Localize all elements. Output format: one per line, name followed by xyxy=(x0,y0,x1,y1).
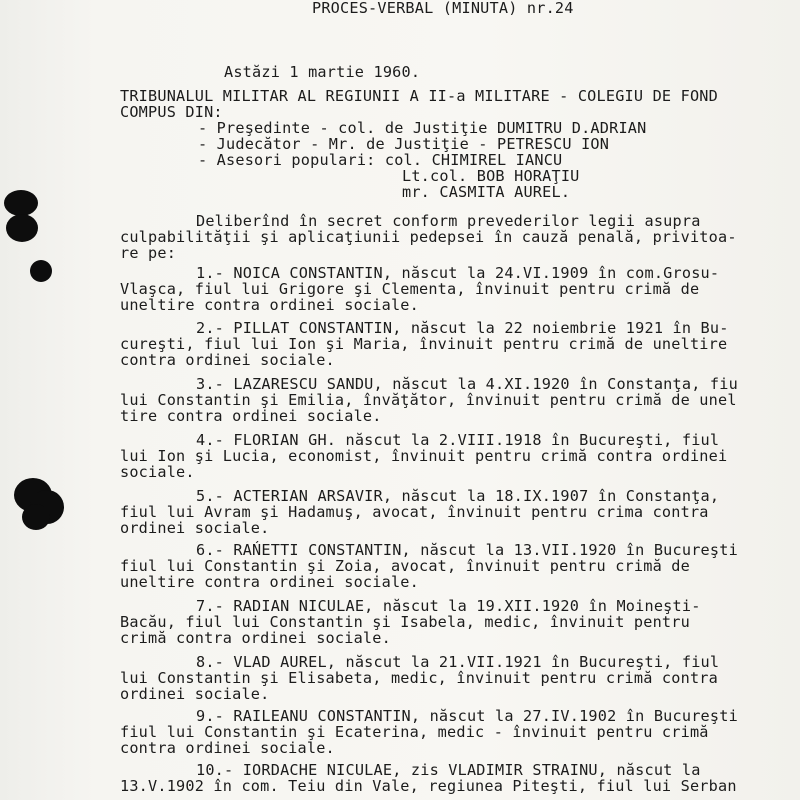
defendant-entry: uneltire contra ordinei sociale. xyxy=(120,573,419,591)
defendant-entry: uneltire contra ordinei sociale. xyxy=(120,296,419,314)
member-judge: - Judecător - Mr. de Justiţie - PETRESCU ION xyxy=(198,135,610,153)
date-line: Astăzi 1 martie 1960. xyxy=(224,63,421,81)
defendant-entry: 4.- FLORIAN GH. născut la 2.VIII.1918 în Bucureşti, fiul xyxy=(196,431,720,449)
defendant-entry: lui Constantin şi Elisabeta, medic, învinuit pentru crimă contra xyxy=(120,669,718,687)
defendant-entry: fiul lui Constantin şi Ecaterina, medic - învinuit pentru crimă xyxy=(120,723,709,741)
deliberation-line: culpabilităţii şi aplicaţiunii pedepsei în cauză penală, privitoa- xyxy=(120,228,737,246)
member-assessor: - Asesori populari: col. CHIMIREL IANCU xyxy=(198,151,563,169)
defendant-entry: ordinei sociale. xyxy=(120,519,270,537)
document-title: PROCES-VERBAL (MINUTA) nr.24 xyxy=(312,0,574,17)
defendant-entry: tire contra ordinei sociale. xyxy=(120,407,382,425)
binder-hole xyxy=(6,214,38,242)
defendant-entry: sociale. xyxy=(120,463,195,481)
defendant-entry: cureşti, fiul lui Ion şi Maria, învinuit pentru crimă de uneltire xyxy=(120,335,728,353)
defendant-entry: Bacău, fiul lui Constantin şi Isabela, medic, învinuit pentru xyxy=(120,613,690,631)
defendant-entry: 8.- VLAD AUREL, născut la 21.VII.1921 în Bucureşti, fiul xyxy=(196,653,720,671)
defendant-entry: fiul lui Avram şi Hadamuş, avocat, învinuit pentru crima contra xyxy=(120,503,709,521)
defendant-entry: 7.- RADIAN NICULAE, născut la 19.XII.1920 în Moineşti- xyxy=(196,597,701,615)
defendant-entry: contra ordinei sociale. xyxy=(120,739,335,757)
defendant-entry: lui Constantin şi Emilia, învăţător, învinuit pentru crimă de unel xyxy=(120,391,737,409)
binder-hole xyxy=(30,260,52,282)
court-name: TRIBUNALUL MILITAR AL REGIUNII A II-a MILITARE - COLEGIU DE FOND xyxy=(120,87,718,105)
deliberation-line: re pe: xyxy=(120,244,177,262)
defendant-entry: contra ordinei sociale. xyxy=(120,351,335,369)
defendant-entry: 5.- ACTERIAN ARSAVIR, născut la 18.IX.1907 în Constanţa, xyxy=(196,487,720,505)
member-assessor-2: Lt.col. BOB HORAŢIU xyxy=(402,167,580,185)
member-president: - Preşedinte - col. de Justiţie DUMITRU D.ADRIAN xyxy=(198,119,647,137)
binder-hole xyxy=(4,190,38,216)
defendant-entry: 9.- RAILEANU CONSTANTIN, născut la 27.IV.1902 în Bucureşti xyxy=(196,707,738,725)
defendant-entry: ordinei sociale. xyxy=(120,685,270,703)
member-assessor-3: mr. CASMITA AUREL. xyxy=(402,183,571,201)
defendant-entry: 1.- NOICA CONSTANTIN, născut la 24.VI.1909 în com.Grosu- xyxy=(196,264,720,282)
defendant-entry: 13.V.1902 în com. Teiu din Vale, regiunea Piteşti, fiul lui Serban xyxy=(120,777,737,795)
defendant-entry: Vlaşca, fiul lui Grigore şi Clementa, învinuit pentru crimă de xyxy=(120,280,700,298)
defendant-entry: 2.- PILLAT CONSTANTIN, născut la 22 noiembrie 1921 în Bu- xyxy=(196,319,729,337)
deliberation-line: Deliberînd în secret conform prevederilor legii asupra xyxy=(196,212,701,230)
defendant-entry: fiul lui Constantin şi Zoia, avocat, învinuit pentru crimă de xyxy=(120,557,690,575)
defendant-entry: 3.- LAZARESCU SANDU, născut la 4.XI.1920 în Constanţa, fiu xyxy=(196,375,738,393)
binder-hole xyxy=(22,504,50,530)
defendant-entry: crimă contra ordinei sociale. xyxy=(120,629,391,647)
defendant-entry: lui Ion şi Lucia, economist, învinuit pentru crimă contra ordinei xyxy=(120,447,728,465)
defendant-entry: 10.- IORDACHE NICULAE, zis VLADIMIR STRAINU, născut la xyxy=(196,761,701,779)
court-composition-label: COMPUS DIN: xyxy=(120,103,223,121)
defendant-entry: 6.- RAŃETTI CONSTANTIN, născut la 13.VII.1920 în Bucureşti xyxy=(196,541,738,559)
